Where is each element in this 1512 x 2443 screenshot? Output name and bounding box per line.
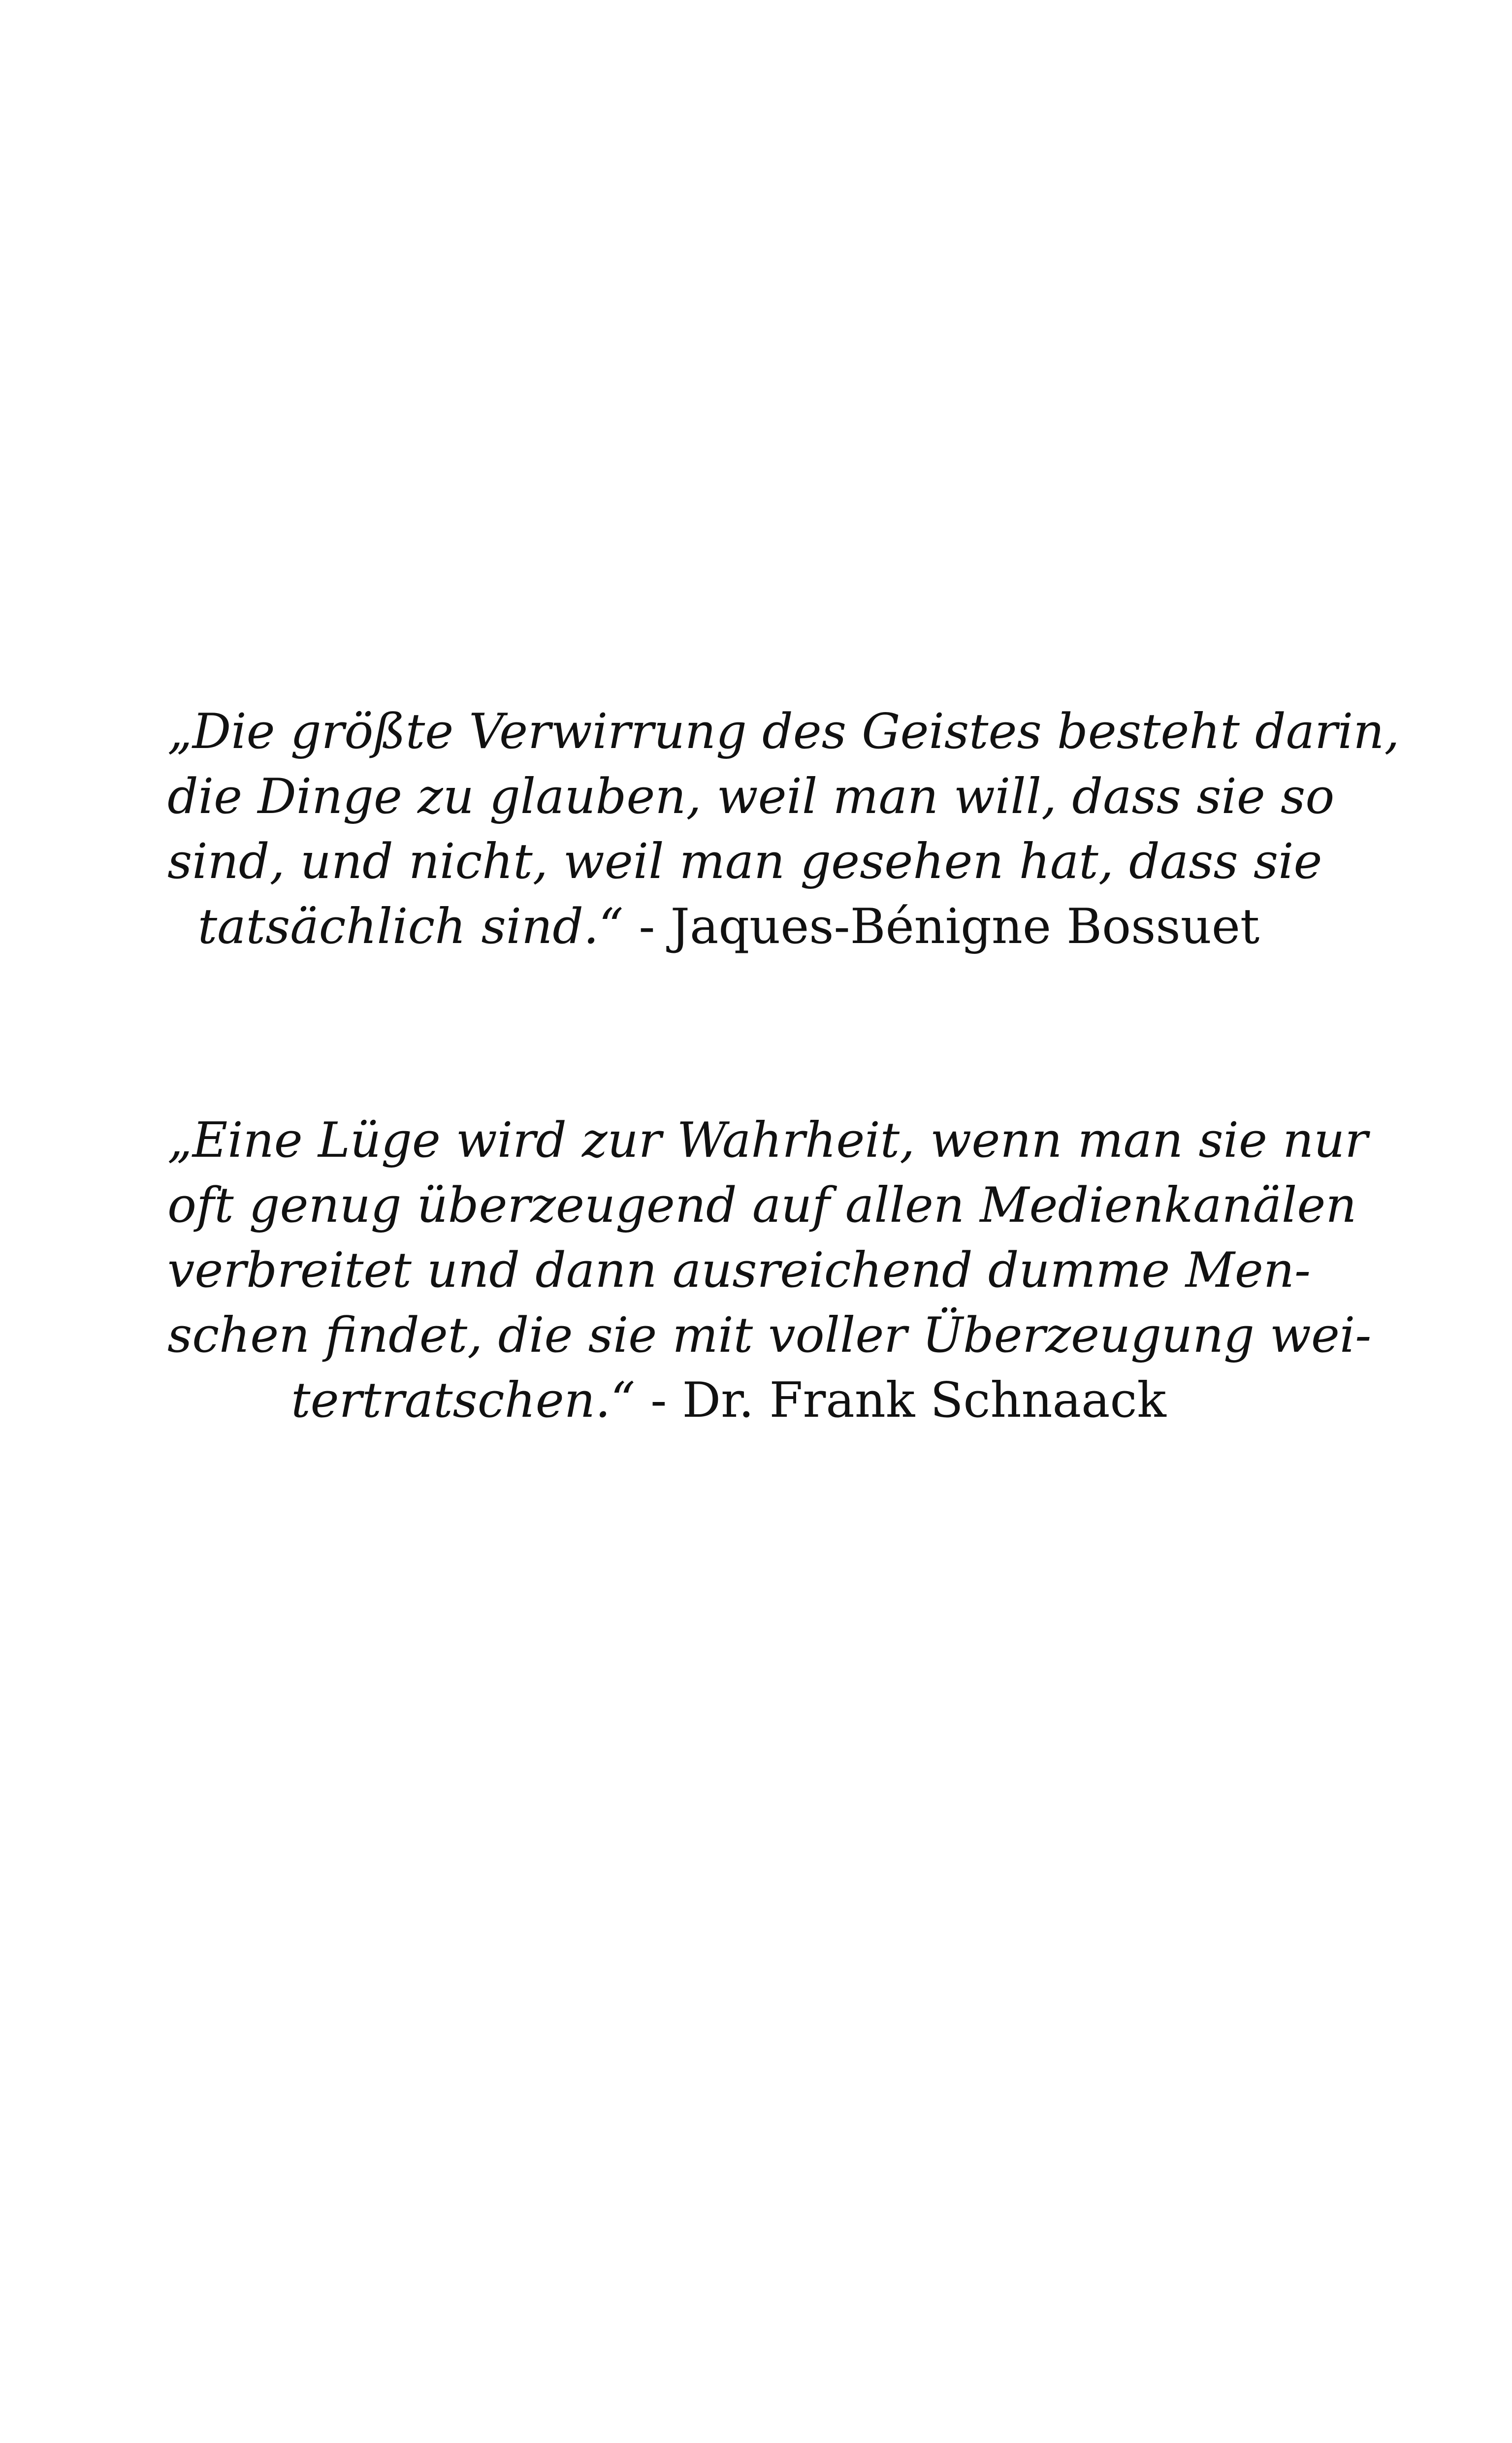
quote-line: „Die größte Verwirrung des Geistes besteht darin, [167,704,1400,760]
quote-line: schen findet, die sie mit voller Überzeugung wei- [167,1307,1372,1364]
quote-line: sind, und nicht, weil man gesehen hat, dass sie [167,834,1322,890]
quote-attribution: - Jaques-Bénigne Bossuet [623,899,1260,955]
quote-attribution: - Dr. Frank Schnaack [635,1372,1166,1429]
quote-line: tertratschen.“ - Dr. Frank Schnaack [291,1372,1166,1429]
quote-line: tatsächlich sind.“ - Jaques-Bénigne Bossuet [197,899,1260,955]
quote-bossuet [167,699,1400,959]
quote-line: verbreitet und dann ausreichend dumme Men- [167,1242,1311,1299]
quote-line: die Dinge zu glauben, weil man will, dass sie so [167,769,1335,825]
quote-line: oft genug überzeugend auf allen Medienkanälen [167,1177,1357,1234]
quote-line: „Eine Lüge wird zur Wahrheit, wenn man sie nur [167,1112,1368,1169]
quote-schnaack [167,1108,1372,1433]
